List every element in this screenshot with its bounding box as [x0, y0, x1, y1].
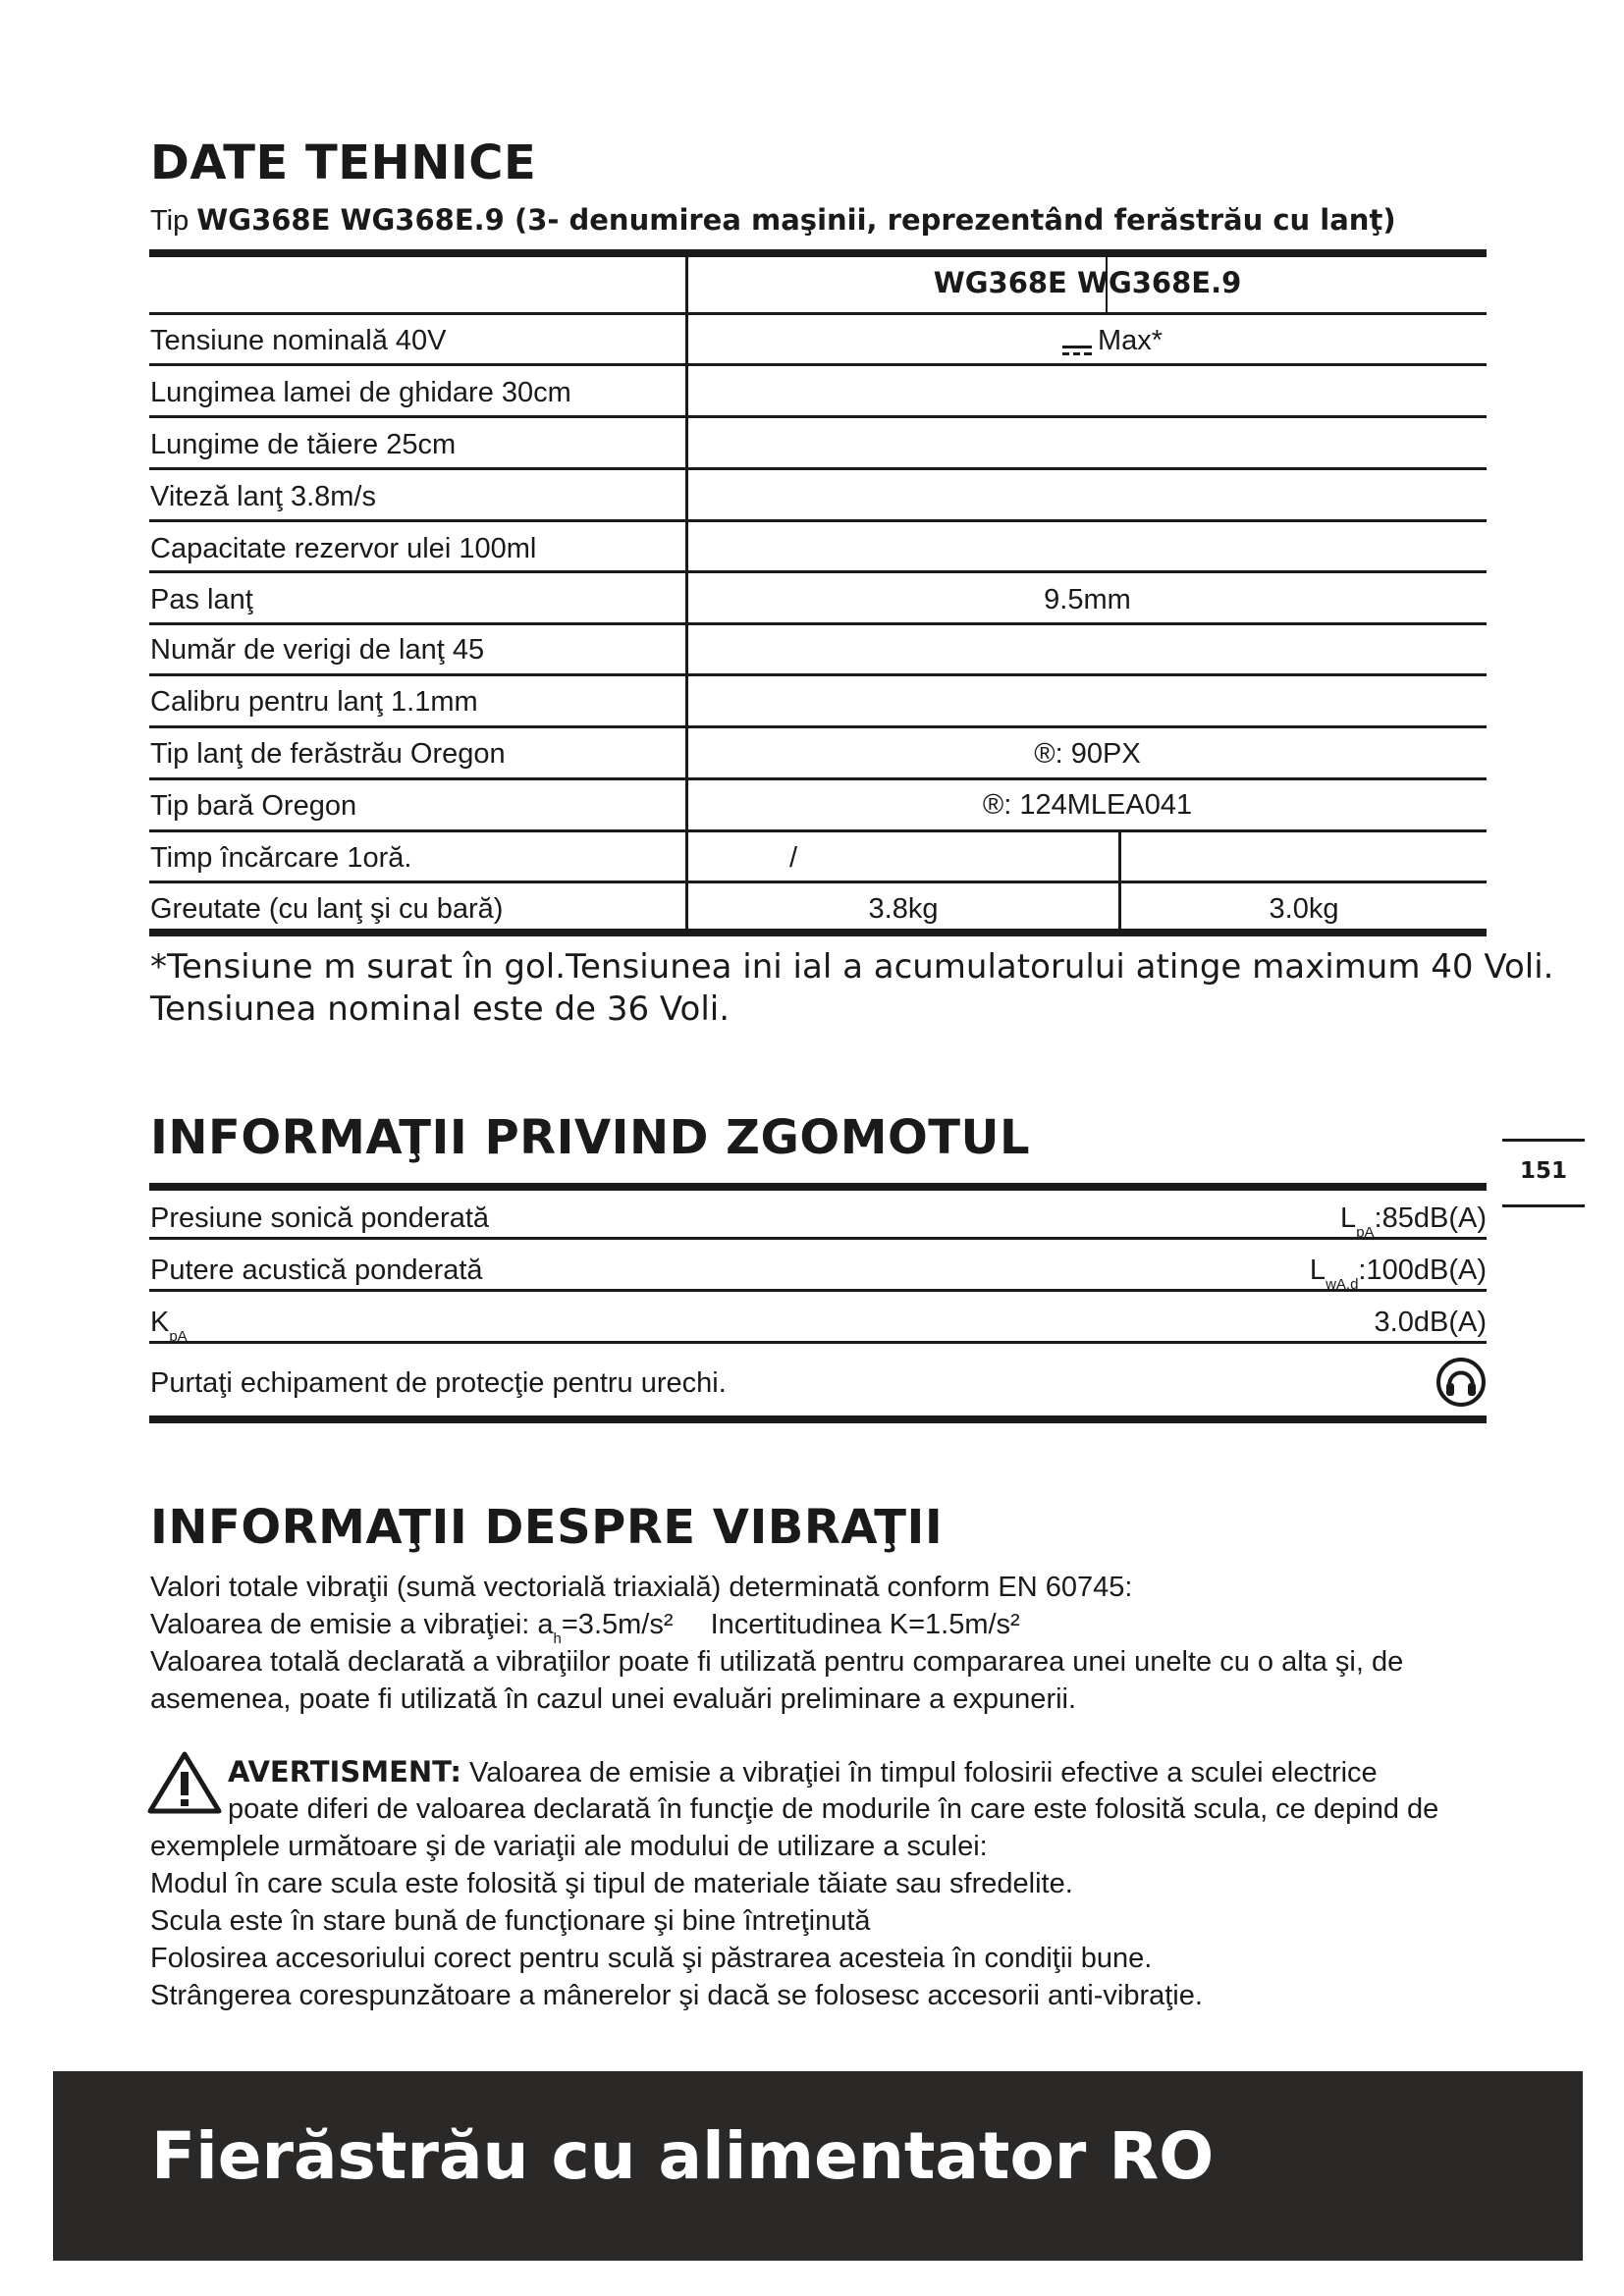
- footer-banner: [53, 2071, 1583, 2261]
- row-label: Greutate (cu lanţ şi cu bară): [150, 893, 504, 925]
- row-label: Viteză lanţ 3.8m/s: [150, 481, 376, 512]
- voltage-note-1: *Tensiune m surat în gol.Tensiunea ini ial a acumulatorului atinge maximum 40 Voli.: [150, 947, 1554, 987]
- page-number: 151: [1519, 1158, 1567, 1184]
- row-label: Calibru pentru lanţ 1.1mm: [150, 686, 478, 718]
- vibration-line-4: asemenea, poate fi utilizată în cazul unei evaluări preliminare a expunerii.: [150, 1683, 1077, 1715]
- vibration-line-1: Valori totale vibraţii (sumă vectorială triaxială) determinată conform EN 60745:: [150, 1572, 1133, 1603]
- model-header: WG368E WG368E.9: [933, 266, 1242, 299]
- row-label: Pas lanţ: [150, 584, 253, 615]
- dc-symbol-icon: [1062, 335, 1092, 348]
- row-value: 9.5mm: [1044, 584, 1131, 615]
- row-label: Lungimea lamei de ghidare 30cm: [150, 377, 571, 408]
- row-value: $L_{wA.d}:100dB(A)$: [1309, 1255, 1487, 1293]
- vibration-title: INFORMAŢII DESPRE VIBRAŢII: [150, 1500, 944, 1555]
- subtitle-prefix: Tip: [150, 205, 189, 237]
- footer-title: Fierăstrău cu alimentator RO: [151, 2118, 1215, 2194]
- row-label: $K_{pA}$: [150, 1307, 188, 1345]
- row-value: 3.0dB(A): [1374, 1307, 1487, 1338]
- warning-icon: [147, 1750, 222, 1815]
- row-value-a: 3.8kg: [868, 893, 939, 925]
- row-label: Tip lanţ de ferăstrău Oregon: [150, 738, 506, 770]
- ear-protection-text: Purtaţi echipament de protecţie pentru urechi.: [150, 1367, 727, 1399]
- row-label: Presiune sonică ponderată: [150, 1202, 490, 1234]
- row-value: ®: 124MLEA041: [982, 789, 1193, 821]
- row-value-b: 3.0kg: [1269, 893, 1339, 925]
- row-label: Număr de verigi de lanţ 45: [150, 634, 485, 666]
- list-item: Folosirea accesoriului corect pentru sculă şi păstrarea acesteia în condiţii bune.: [150, 1943, 1153, 1974]
- emission-value: Valoarea de emisie a vibraţiei: $a_h=3.5m/s^2$: [150, 1609, 674, 1647]
- list-item: Scula este în stare bună de funcţionare şi bine întreţinută: [150, 1905, 871, 1937]
- ear-protection-icon: [1435, 1357, 1487, 1408]
- row-label: Putere acustică ponderată: [150, 1255, 483, 1286]
- vibration-line-3: Valoarea totală declarată a vibraţiilor poate fi utilizată pentru compararea unei unelte cu o alta şi, de: [150, 1646, 1404, 1678]
- row-label: Tensiune nominală 40V: [150, 325, 447, 356]
- row-value: Max*: [1062, 327, 1163, 355]
- row-value: ®: 90PX: [1034, 738, 1141, 770]
- technical-subtitle: [150, 203, 1396, 238]
- list-item: Modul în care scula este folosită şi tipul de materiale tăiate sau sfredelite.: [150, 1868, 1073, 1899]
- warning-label: AVERTISMENT:: [228, 1755, 461, 1789]
- warning-line-2: poate diferi de valoarea declarată în funcţie de modurile în care este folosită scula, ce depind de: [228, 1793, 1439, 1825]
- warning-line-1: AVERTISMENT: Valoarea de emisie a vibraţiei în timpul folosirii efective a sculei electrice: [228, 1755, 1378, 1789]
- page-number-box: [1502, 1139, 1585, 1207]
- row-label: Lungime de tăiere 25cm: [150, 429, 457, 460]
- row-label: Capacitate rezervor ulei 100ml: [150, 533, 537, 564]
- noise-title: INFORMAŢII PRIVIND ZGOMOTUL: [150, 1110, 1031, 1165]
- vibration-emission-line: [150, 1611, 1020, 1646]
- uncertainty-value: Incertitudinea K=1.5m/s²: [710, 1609, 1020, 1640]
- row-value-a: /: [789, 842, 798, 874]
- warning-line-3: exemplele următoare şi de variaţii ale modului de utilizare a sculei:: [150, 1831, 988, 1862]
- list-item: Strângerea corespunzătoare a mânerelor şi dacă se folosesc accesorii anti-vibraţie.: [150, 1980, 1203, 2011]
- row-label: Timp încărcare 1oră.: [150, 842, 412, 874]
- voltage-note-2: Tensiunea nominal este de 36 Voli.: [150, 989, 731, 1029]
- row-value: $L_{pA}:85dB(A)$: [1340, 1202, 1487, 1241]
- technical-data-title: DATE TEHNICE: [150, 135, 537, 190]
- row-label: Tip bară Oregon: [150, 790, 357, 822]
- subtitle-model: WG368E WG368E.9 (3- denumirea maşinii, reprezentând ferăstrău cu lanţ): [196, 203, 1396, 237]
